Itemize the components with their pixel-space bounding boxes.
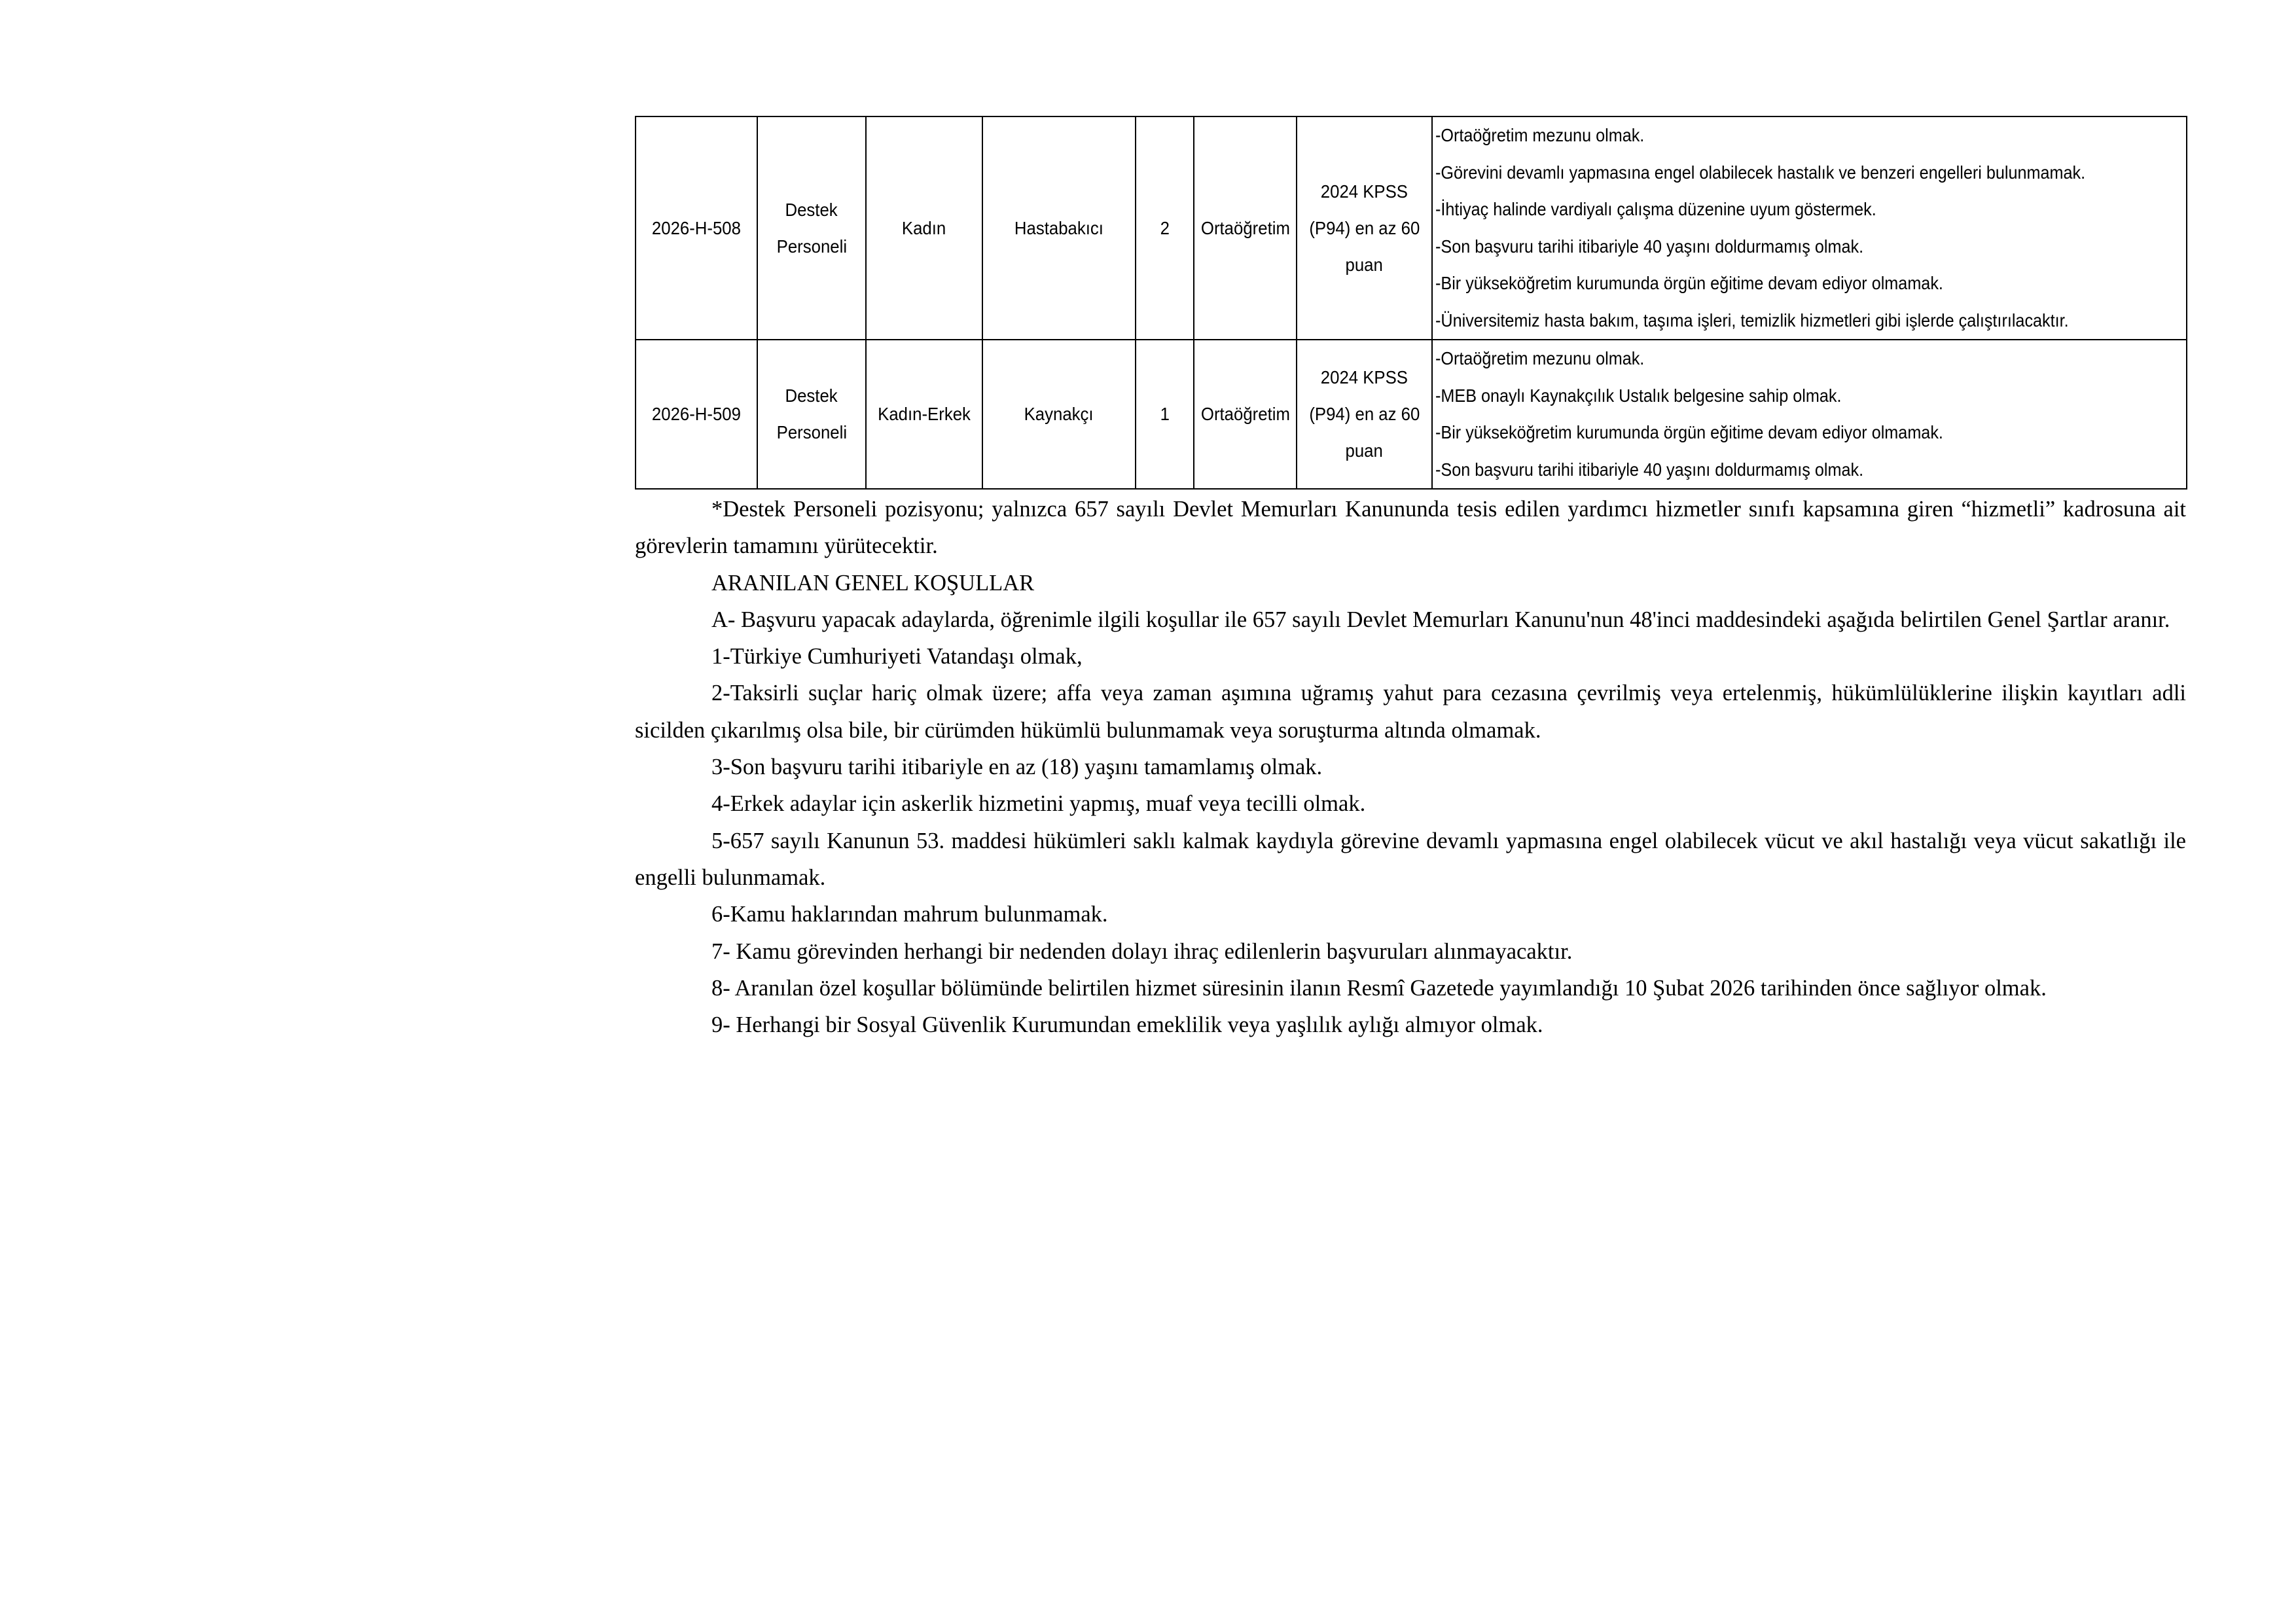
kpss-line: (P94) en az 60 bbox=[1309, 217, 1420, 238]
education-cell bbox=[1194, 116, 1297, 340]
condition-item: 5-657 sayılı Kanunun 53. maddesi hükümleri saklı kalmak kaydıyla görevine devamlı yapmasına engel olabilecek vücut ve akıl hastalığı veya vücut sakatlığı ile engelli bulunmamak. bbox=[635, 828, 2186, 890]
unit-cell bbox=[757, 116, 866, 340]
condition-line: -Üniversitemiz hasta bakım, taşıma işleri, temizlik hizmetleri gibi işlerde çalıştırılacaktır. bbox=[1435, 310, 2069, 330]
position-count: 1 bbox=[1160, 404, 1170, 424]
section-heading: ARANILAN GENEL KOŞULLAR bbox=[711, 570, 1035, 596]
gender: Kadın bbox=[902, 217, 946, 238]
unit-line: Personeli bbox=[776, 422, 847, 442]
condition-line: -MEB onaylı Kaynakçılık Ustalık belgesine sahip olmak. bbox=[1435, 385, 1842, 406]
positions-table bbox=[635, 116, 2187, 490]
position-code-cell bbox=[636, 340, 757, 489]
position-code: 2026-H-508 bbox=[651, 217, 742, 238]
position-title: Hastabakıcı bbox=[1014, 217, 1104, 238]
education-level: Ortaöğretim bbox=[1200, 217, 1290, 238]
count-cell bbox=[1136, 116, 1194, 340]
education-level: Ortaöğretim bbox=[1200, 404, 1290, 424]
unit-cell bbox=[757, 340, 866, 489]
position-title: Kaynakçı bbox=[1024, 404, 1094, 424]
table-row bbox=[636, 340, 2187, 489]
staff-note: *Destek Personeli pozisyonu; yalnızca 657 sayılı Devlet Memurları Kanununda tesis edilen yardımcı hizmetler sınıfı kapsamına giren “hizmetli” kadrosuna ait görevlerin tamamını yürütecektir. bbox=[635, 497, 2186, 559]
intro-paragraph: A- Başvuru yapacak adaylarda, öğrenimle ilgili koşullar ile 657 sayılı Devlet Memurları Kanunu'nun 48'inci maddesindeki aşağıda belirtilen Genel Şartlar aranır. bbox=[711, 607, 2170, 632]
condition-line: -Görevini devamlı yapmasına engel olabilecek hastalık ve benzeri engelleri bulunmamak. bbox=[1435, 162, 2086, 183]
gender-cell bbox=[866, 116, 982, 340]
document-page bbox=[635, 116, 2186, 1043]
position-count: 2 bbox=[1160, 217, 1170, 238]
condition-item: 3-Son başvuru tarihi itibariyle en az (18) yaşını tamamlamış olmak. bbox=[711, 755, 1323, 780]
special-conditions-cell bbox=[1432, 116, 2187, 340]
unit-line: Destek bbox=[785, 199, 838, 220]
kpss-line: 2024 KPSS bbox=[1320, 181, 1408, 202]
condition-line: -Son başvuru tarihi itibariyle 40 yaşını doldurmamış olmak. bbox=[1435, 459, 1864, 480]
table-row bbox=[636, 116, 2187, 340]
kpss-line: 2024 KPSS bbox=[1320, 367, 1408, 387]
condition-line: -Son başvuru tarihi itibariyle 40 yaşını doldurmamış olmak. bbox=[1435, 236, 1864, 257]
gender: Kadın-Erkek bbox=[878, 404, 971, 424]
kpss-cell bbox=[1297, 116, 1432, 340]
condition-item: 4-Erkek adaylar için askerlik hizmetini yapmış, muaf veya tecilli olmak. bbox=[711, 791, 1366, 817]
kpss-line: puan bbox=[1345, 440, 1384, 461]
condition-item: 9- Herhangi bir Sosyal Güvenlik Kurumundan emeklilik veya yaşlılık aylığı almıyor olmak. bbox=[711, 1012, 1543, 1038]
condition-item: 8- Aranılan özel koşullar bölümünde belirtilen hizmet süresinin ilanın Resmî Gazetede yayımlandığı 10 Şubat 2026 tarihinden önce sağlıyor olmak. bbox=[711, 975, 2047, 1001]
condition-item: 2-Taksirli suçlar hariç olmak üzere; affa veya zaman aşımına uğramış yahut para cezasına çevrilmiş veya ertelenmiş, hükümlülüklerine ilişkin kayıtları adli sicilden çıkarılmış olsa bile, bir cürümden hükümlü bulunmamak veya soruşturma altında olmamak. bbox=[635, 681, 2186, 743]
condition-line: -Ortaöğretim mezunu olmak. bbox=[1435, 125, 1645, 145]
position-code-cell bbox=[636, 116, 757, 340]
general-conditions-section bbox=[635, 491, 2186, 1043]
condition-line: -Bir yükseköğretim kurumunda örgün eğitime devam ediyor olmamak. bbox=[1435, 273, 1943, 293]
education-cell bbox=[1194, 340, 1297, 489]
condition-item: 6-Kamu haklarından mahrum bulunmamak. bbox=[711, 902, 1108, 927]
condition-line: -İhtiyaç halinde vardiyalı çalışma düzenine uyum göstermek. bbox=[1435, 199, 1876, 219]
unit-line: Personeli bbox=[776, 236, 847, 257]
title-cell bbox=[982, 116, 1136, 340]
special-conditions-cell bbox=[1432, 340, 2187, 489]
gender-cell bbox=[866, 340, 982, 489]
count-cell bbox=[1136, 340, 1194, 489]
kpss-cell bbox=[1297, 340, 1432, 489]
position-code: 2026-H-509 bbox=[651, 404, 742, 424]
condition-line: -Bir yükseköğretim kurumunda örgün eğitime devam ediyor olmamak. bbox=[1435, 422, 1943, 442]
unit-line: Destek bbox=[785, 385, 838, 406]
kpss-line: (P94) en az 60 bbox=[1309, 404, 1420, 424]
condition-item: 7- Kamu görevinden herhangi bir nedenden dolayı ihraç edilenlerin başvuruları alınmayacaktır. bbox=[711, 938, 1573, 964]
condition-line: -Ortaöğretim mezunu olmak. bbox=[1435, 348, 1645, 368]
condition-item: 1-Türkiye Cumhuriyeti Vatandaşı olmak, bbox=[711, 644, 1083, 669]
kpss-line: puan bbox=[1345, 254, 1384, 275]
title-cell bbox=[982, 340, 1136, 489]
